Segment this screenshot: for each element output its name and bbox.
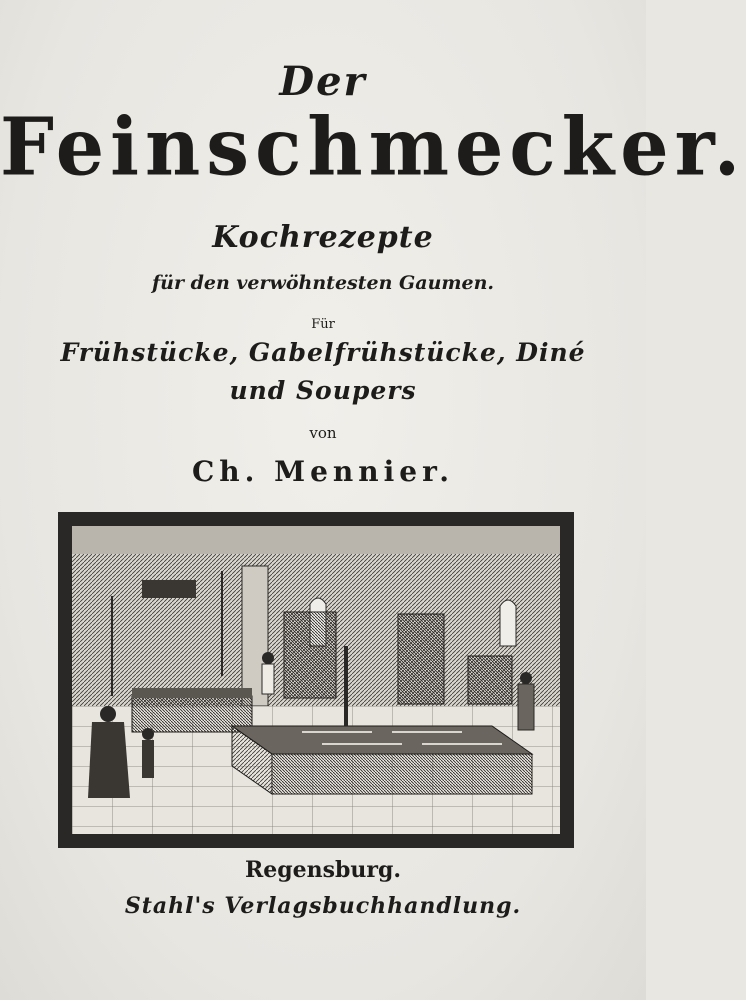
title-article: Der: [279, 58, 367, 105]
meals-line-2: und Soupers: [229, 376, 417, 405]
publication-place: Regensburg.: [244, 857, 402, 883]
von-label: von: [309, 424, 337, 442]
fuer-label: Für: [311, 317, 335, 332]
author-name: Ch. Mennier.: [191, 455, 455, 488]
meals-line-1: Frühstücke, Gabelfrühstücke, Diné: [60, 338, 586, 367]
subtitle-line: für den verwöhntesten Gaumen.: [151, 272, 495, 294]
book-title: Feinschmecker.: [0, 99, 746, 194]
publisher-name: Stahl's Verlagsbuchhandlung.: [124, 893, 522, 919]
kitchen-illustration: [58, 512, 574, 848]
book-subtitle: Kochrezepte: [212, 220, 434, 255]
kitchen-engraving-image: [72, 526, 560, 834]
